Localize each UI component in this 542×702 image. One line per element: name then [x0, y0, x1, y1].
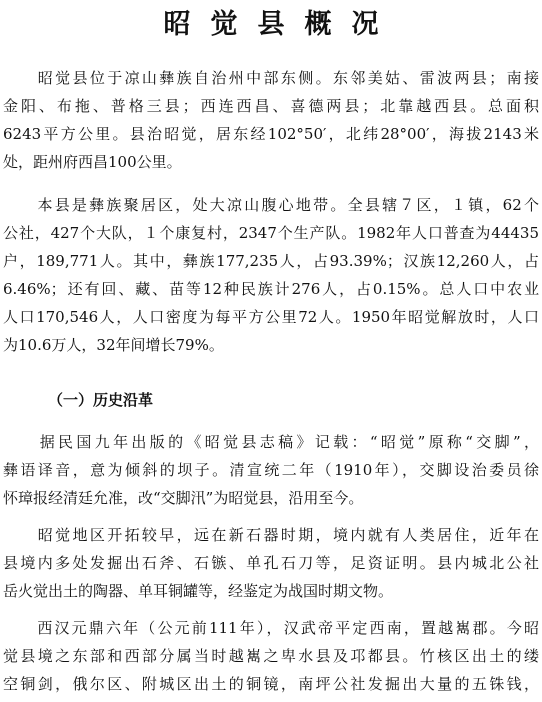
p3-line-1: 据民国九年出版的《昭觉县志稿》记载：“昭觉”原称“交脚”，: [3, 433, 539, 451]
p5-line-2: 觉县境之东部和西部分属当时越嶲之卑水县及邛都县。竹核区出土的缕: [3, 647, 539, 665]
p5-line-3: 空铜剑，俄尔区、附城区出土的铜镜，南坪公社发掘出大量的五铢钱，: [3, 675, 539, 693]
p2-line-1: 本县是彝族聚居区，处大凉山腹心地带。全县辖７区，１镇，62个: [3, 196, 539, 214]
p2-line-3: 户，189,771人。其中，彝族177,235人，占93.39%；汉族12,260人，占: [3, 252, 539, 270]
p1-line-1: 昭觉县位于凉山彝族自治州中部东侧。东邻美姑、雷波两县；南接: [3, 69, 539, 87]
p4-line-3: 岳火觉出土的陶器、单耳铜罐等，经鉴定为战国时期文物。: [3, 582, 394, 600]
p2-line-2: 公社，427个大队，１个康复村，2347个生产队。1982年人口普查为44435: [3, 224, 539, 242]
p2-line-4: 6.46%；还有回、藏、苗等12种民族计276人，占0.15%。总人口中农业: [3, 280, 539, 298]
p4-line-1: 昭觉地区开拓较早，远在新石器时期，境内就有人类居住，近年在: [3, 526, 539, 544]
page-title: 昭觉县概况: [163, 9, 399, 40]
p1-line-2: 金阳、布拖、普格三县；西连西昌、喜德两县；北靠越西县。总面积: [3, 97, 539, 115]
p2-line-5: 人口170,546人，人口密度为每平方公里72人。1950年昭觉解放时，人口: [3, 308, 539, 326]
p4-line-2: 县境内多处发掘出石斧、石镞、单孔石刀等，足资证明。县内城北公社: [3, 554, 539, 572]
p3-line-3: 怀璋报经清廷允准，改“交脚汛”为昭觉县，沿用至今。: [3, 489, 364, 507]
p3-line-2: 彝语译音，意为倾斜的坝子。清宣统二年（1910年），交脚设治委员徐: [3, 461, 539, 479]
p2-line-6: 为10.6万人，32年间增长79%。: [3, 336, 224, 354]
p5-line-1: 西汉元鼎六年（公元前111年），汉武帝平定西南，置越嶲郡。今昭: [3, 619, 539, 637]
p1-line-3: 6243平方公里。县治昭觉，居东经102°50′，北纬28°00′，海拔2143米: [3, 125, 539, 143]
p1-line-4: 处，距州府西昌100公里。: [3, 153, 182, 171]
section-heading-history: （一）历史沿革: [48, 391, 154, 409]
